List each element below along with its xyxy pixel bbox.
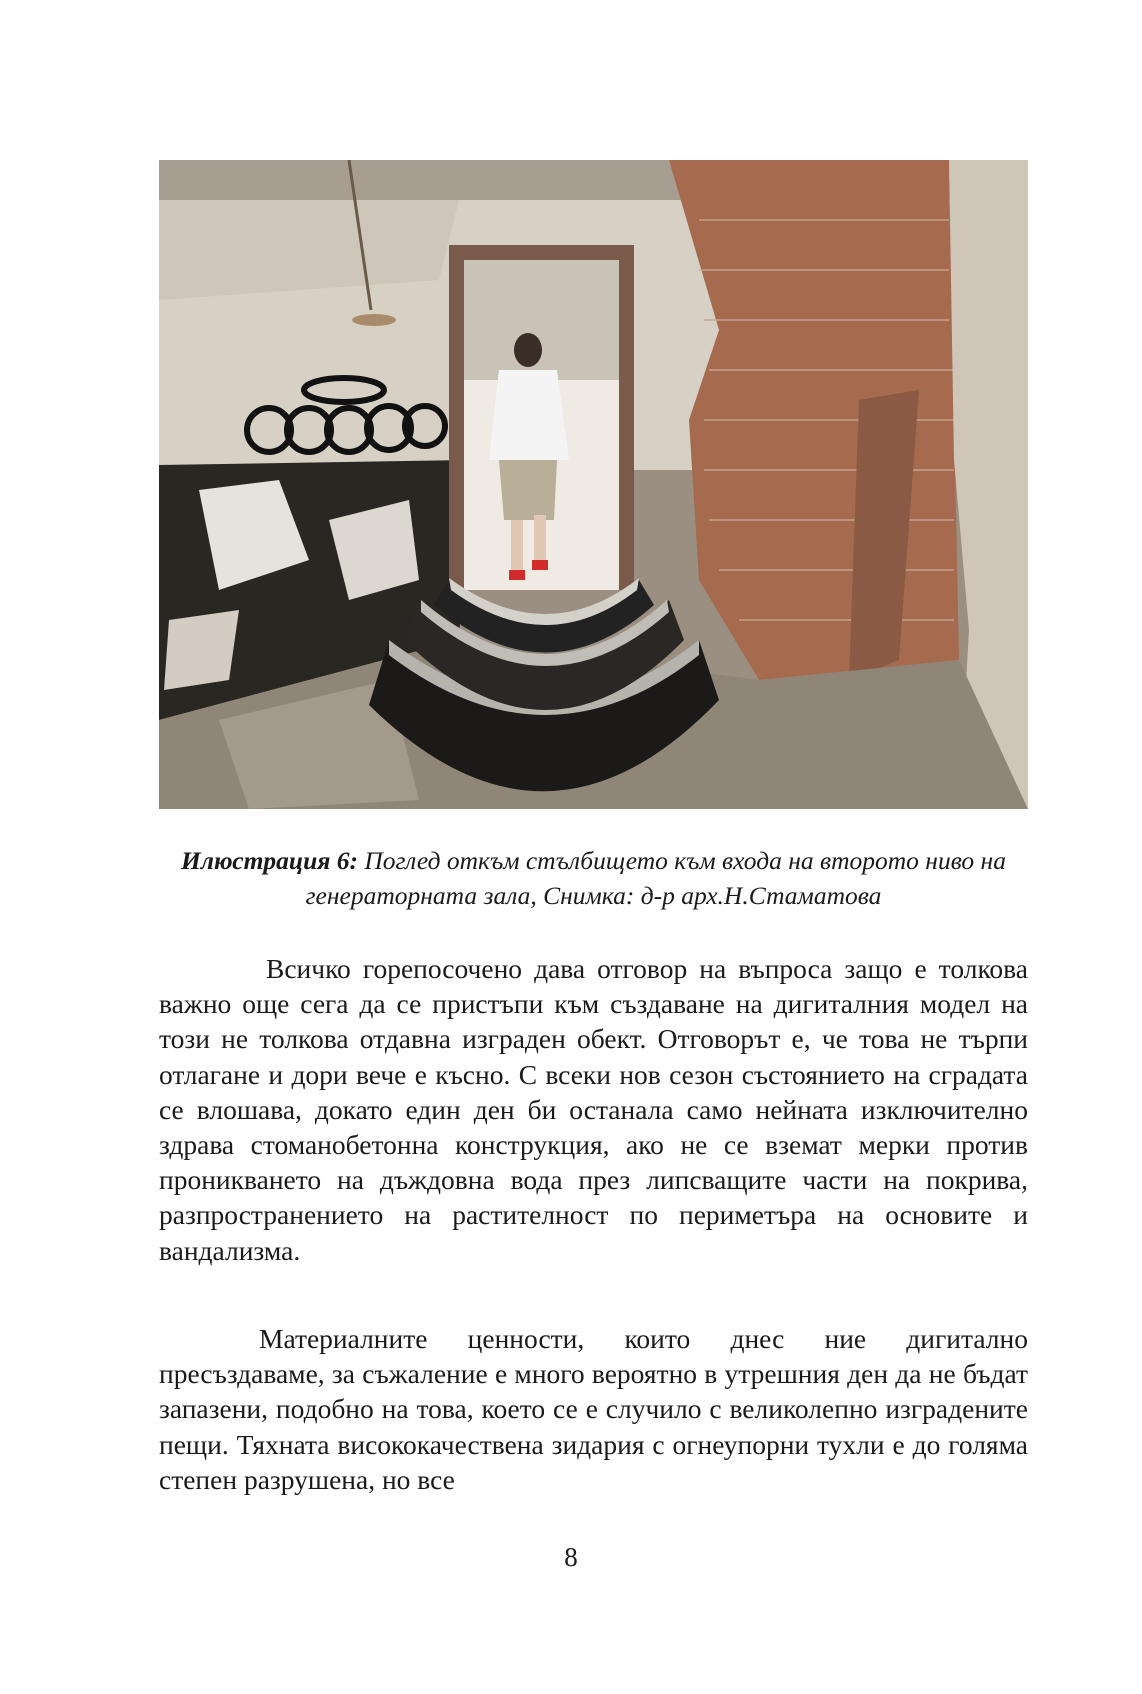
caption-lead: Илюстрация 6:	[181, 846, 359, 875]
figure-caption	[159, 843, 1028, 913]
paragraph-1: Всичко горепосочено дава отговор на въпроса защо е толкова важно още сега да се пристъпи към създаване на дигиталния модел на този не толкова отдавна изграден обект. Отговорът е, че това не търпи отлагане и дори вече е късно. С всеки нов сезон състоянието на сградата се влошава, докато един ден би останала само нейната изключително здрава стоманобетонна конструкция, ако не се вземат мерки против проникването на дъждовна вода през липсващите части на покрива, разпространението на растителност по периметъра на основите и вандализма.	[159, 953, 1028, 1266]
paragraph-2: Материалните ценности, които днес ние дигитално пресъздаваме, за съжаление е много вероятно в утрешния ден да не бъдат запазени, подобно на това, което се е случило с великолепно изградените пещи. Тяхната висококачествена зидария с огнеупорни тухли е до голяма степен разрушена, но все	[159, 1323, 1028, 1495]
caption-text: Поглед откъм стълбището към входа на второто ниво на генераторната зала, Снимка: д-р арх.Н.Стаматова	[305, 846, 1006, 910]
figure-photo	[159, 160, 1028, 809]
photo-stairs-to-entrance	[159, 160, 1028, 809]
page-number: 8	[564, 1542, 578, 1572]
